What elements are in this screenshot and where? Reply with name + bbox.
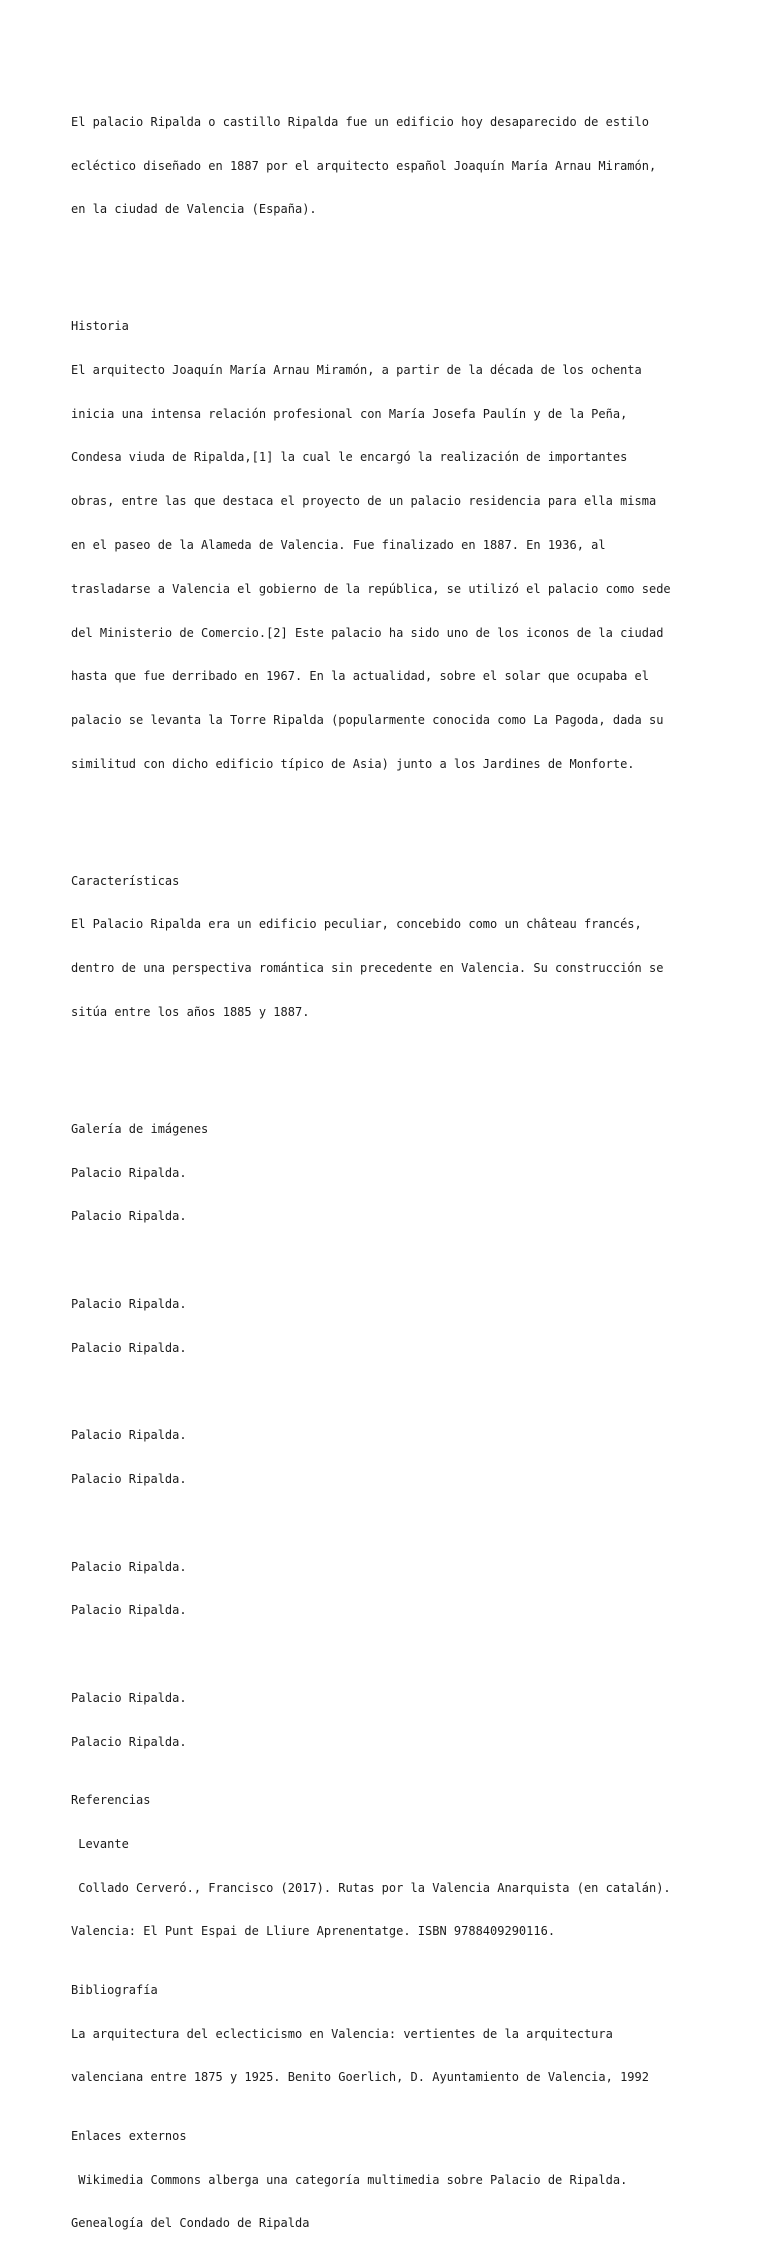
historia-line: en el paseo de la Alameda de Valencia. Fue finalizado en 1887. En 1936, al	[71, 538, 606, 552]
historia-line: El arquitecto Joaquín María Arnau Miramón, a partir de la década de los ochenta	[71, 362, 642, 377]
intro-line: en la ciudad de Valencia (España).	[71, 202, 317, 217]
section-heading-bibliografia: Bibliografía	[71, 1982, 158, 1997]
historia-line: trasladarse a Valencia el gobierno de la república, se utilizó el palacio como sede	[71, 581, 671, 596]
historia-line: Condesa viuda de Ripalda,[1] la cual le encargó la realización de importantes	[71, 450, 628, 465]
historia-line: inicia una intensa relación profesional con María Josefa Paulín y de la Peña,	[71, 406, 628, 421]
gallery-caption: Palacio Ripalda.	[71, 1690, 187, 1705]
historia-line: hasta que fue derribado en 1967. En la actualidad, sobre el solar que ocupaba el	[71, 669, 649, 684]
reference-line: Levante	[71, 1836, 129, 1851]
section-heading-referencias: Referencias	[71, 1793, 151, 1808]
reference-line: Valencia: El Punt Espai de Lliure Aprenentatge. ISBN 9788409290116.	[71, 1924, 556, 1939]
gallery-caption: Palacio Ripalda.	[71, 1734, 187, 1749]
section-heading-enlaces: Enlaces externos	[71, 2128, 187, 2143]
gallery-caption: Palacio Ripalda.	[71, 1165, 187, 1180]
historia-line: palacio se levanta la Torre Ripalda (popularmente conocida como La Pagoda, dada su	[71, 713, 664, 728]
gallery-caption: Palacio Ripalda.	[71, 1559, 187, 1574]
external-link-line: Genealogía del Condado de Ripalda	[71, 2216, 310, 2231]
gallery-caption: Palacio Ripalda.	[71, 1603, 187, 1618]
caracteristicas-line: sitúa entre los años 1885 y 1887.	[71, 1005, 310, 1019]
bibliography-line: La arquitectura del eclecticismo en Valencia: vertientes de la arquitectura	[71, 2026, 613, 2041]
bibliography-line: valenciana entre 1875 y 1925. Benito Goerlich, D. Ayuntamiento de Valencia, 1992	[71, 2070, 649, 2085]
historia-line: similitud con dicho edificio típico de Asia) junto a los Jardines de Monforte.	[71, 756, 635, 771]
caracteristicas-line: dentro de una perspectiva romántica sin precedente en Valencia. Su construcción se	[71, 961, 664, 976]
reference-line: Collado Cerveró., Francisco (2017). Rutas por la Valencia Anarquista (en catalán).	[71, 1880, 671, 1895]
document-page	[71, 71, 721, 2260]
gallery-caption: Palacio Ripalda.	[71, 1296, 187, 1311]
section-heading-historia: Historia	[71, 319, 129, 334]
caracteristicas-line: El Palacio Ripalda era un edificio peculiar, concebido como un château francés,	[71, 917, 642, 932]
section-heading-caracteristicas: Características	[71, 873, 180, 888]
historia-line: del Ministerio de Comercio.[2] Este palacio ha sido uno de los iconos de la ciudad	[71, 625, 664, 640]
gallery-caption: Palacio Ripalda.	[71, 1209, 187, 1224]
intro-line: ecléctico diseñado en 1887 por el arquitecto español Joaquín María Arnau Miramón,	[71, 158, 657, 173]
gallery-caption: Palacio Ripalda.	[71, 1340, 187, 1355]
gallery-caption: Palacio Ripalda.	[71, 1472, 187, 1486]
intro-line: El palacio Ripalda o castillo Ripalda fue un edificio hoy desaparecido de estilo	[71, 114, 649, 129]
gallery-caption: Palacio Ripalda.	[71, 1428, 187, 1443]
historia-line: obras, entre las que destaca el proyecto de un palacio residencia para ella misma	[71, 494, 657, 509]
section-heading-galeria: Galería de imágenes	[71, 1121, 209, 1136]
external-link-line: Wikimedia Commons alberga una categoría multimedia sobre Palacio de Ripalda.	[71, 2172, 628, 2187]
